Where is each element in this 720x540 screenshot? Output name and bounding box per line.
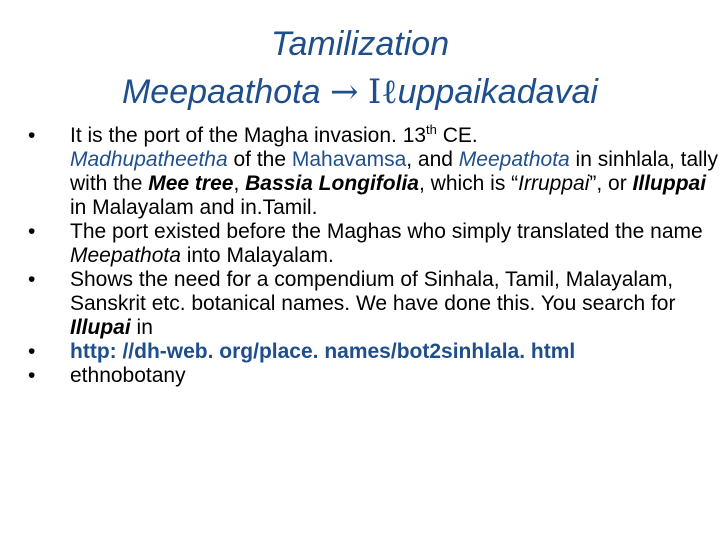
bullet-item-ethnobotany <box>28 364 718 388</box>
b1-madhupatheetha: Madhupatheetha <box>70 148 228 171</box>
b3-text-1: Shows the need for a compendium of Sinhala, Tamil, Malayalam, Sanskrit etc. botanical names. We have done this. You search for <box>70 268 676 315</box>
title-right-term: uppaikadavai <box>397 73 598 111</box>
b3-text-2: in <box>130 316 153 339</box>
bullet-item-maghas <box>28 220 718 268</box>
bullet-item-port <box>28 124 718 220</box>
b1-bassia: Bassia Longifolia <box>245 172 419 195</box>
b1-mee-tree: Mee tree <box>148 172 234 195</box>
b1-text-7: , which is “ <box>418 172 519 195</box>
b1-text-9: in Malayalam and in.Tamil. <box>70 196 318 219</box>
b2-meepathota: Meepathota <box>70 244 181 267</box>
slide-title-line2 <box>0 72 720 112</box>
b2-text-2: into Malayalam. <box>180 244 334 267</box>
title-left-term: Meepaathota <box>121 73 321 111</box>
b1-illuppai: Illuppai <box>632 172 707 195</box>
b1-text-1: It is the port of the Magha invasion. 13 <box>70 124 427 147</box>
b1-irruppai: Irruppai <box>518 172 590 195</box>
b1-meepathota: Meepathota <box>458 148 570 171</box>
bullet-item-compendium <box>28 268 718 340</box>
b1-text-5: in sinhlala, tally with the <box>70 148 718 195</box>
b1-text-8: ”, or <box>589 172 633 195</box>
bullet-item-url <box>28 340 718 364</box>
title-arrow: → <box>329 72 359 112</box>
b1-text-2: CE. <box>436 124 478 147</box>
b5-text: ethnobotany <box>70 364 186 387</box>
b1-text-3: of the <box>227 148 292 171</box>
slide-title-line1: Tamilization <box>270 25 450 63</box>
b1-superscript: th <box>426 122 437 137</box>
b3-illupai: Illupai <box>70 316 131 339</box>
title-special-glyphs: Iℓ <box>367 72 398 112</box>
b1-mahavamsa: Mahavamsa <box>291 148 407 171</box>
b2-text-1: The port existed before the Maghas who simply translated the name <box>70 220 703 243</box>
b1-text-4: , and <box>406 148 459 171</box>
b1-text-6: , <box>233 172 246 195</box>
url-link[interactable]: http: //dh-web. org/place. names/bot2sinhlala. html <box>70 340 576 363</box>
bullet-list <box>28 124 718 388</box>
